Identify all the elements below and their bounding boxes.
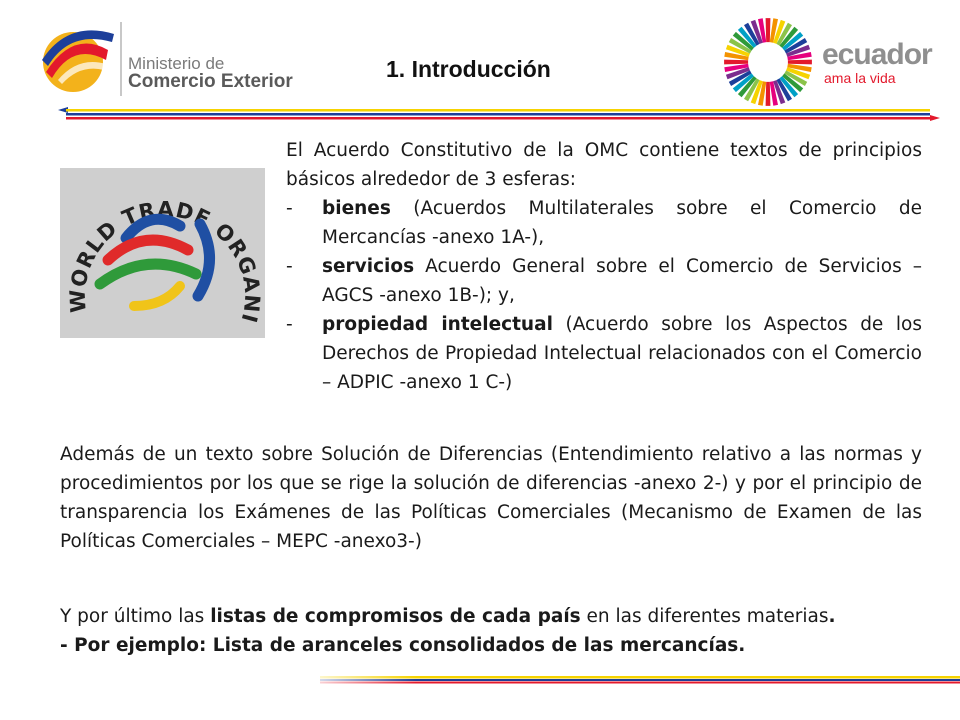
- footer-tricolor-rule: [320, 676, 960, 684]
- ministry-emblem-icon: [28, 20, 118, 100]
- bullet-dash: -: [286, 256, 293, 277]
- ministry-line-2: Comercio Exterior: [128, 71, 293, 92]
- bullet-term: bienes: [322, 198, 391, 219]
- intro-lead: El Acuerdo Constitutivo de la OMC contiene textos de principios básicos alrededor de 3 esferas:: [286, 140, 922, 190]
- sunburst-ray: [766, 82, 771, 106]
- commitments-suffix: en las diferentes materias: [580, 606, 829, 627]
- ecuador-brand: [822, 40, 932, 86]
- bullet-servicios: [286, 252, 922, 310]
- bullet-text: (Acuerdo sobre los Aspectos de los Derechos de Propiedad Intelectual relacionados con el Comercio – ADPIC -anexo 1 C-): [322, 314, 922, 393]
- commitments-period: .: [828, 606, 836, 627]
- sunburst-ray: [724, 60, 748, 65]
- example-text: - Por ejemplo: Lista de aranceles consolidados de las mercancías.: [60, 635, 746, 656]
- commitments-line: [60, 602, 940, 631]
- intro-section: [286, 136, 922, 397]
- ecuador-word: ecuador: [822, 38, 932, 71]
- wto-logo: [60, 168, 265, 338]
- paragraph-commitments: [60, 602, 940, 660]
- bullet-term: servicios: [322, 256, 415, 277]
- sunburst-ray: [788, 60, 812, 65]
- bullet-propiedad-intelectual: [286, 310, 922, 397]
- slide-title: 1. Introducción: [386, 56, 551, 82]
- ministry-name: [128, 55, 293, 91]
- wto-emblem-icon: [60, 168, 265, 338]
- bullet-dash: -: [286, 198, 293, 219]
- bullet-text: (Acuerdos Multilaterales sobre el Comercio de Mercancías -anexo 1A-),: [322, 198, 922, 248]
- sunburst-ray: [766, 18, 771, 42]
- ecuador-tagline: ama la vida: [824, 70, 896, 86]
- ministry-divider: [120, 22, 122, 96]
- wto-arc-text: WORLD TRADE ORGANI: [65, 197, 265, 326]
- bullet-bienes: [286, 194, 922, 252]
- example-line: [60, 631, 940, 660]
- bullet-term: propiedad intelectual: [322, 314, 553, 335]
- intro-bullet-list: [286, 194, 922, 397]
- bullet-dash: -: [286, 314, 293, 335]
- header-tricolor-rule: [58, 106, 940, 122]
- commitments-bold: listas de compromisos de cada país: [210, 606, 581, 627]
- ministry-line-1: Ministerio de: [128, 54, 225, 73]
- paragraph-dispute-settlement: Además de un texto sobre Solución de Diferencias (Entendimiento relativo a las normas y procedimientos por los que se rige la solución de diferencias -anexo 2-) y por el principio de transparencia los Exámenes de las Políticas Comerciales (Mecanismo de Examen de las Políticas Comerciales – MEPC -anexo3-): [60, 444, 922, 552]
- commitments-prefix: Y por último las: [60, 606, 211, 627]
- bullet-text: Acuerdo General sobre el Comercio de Servicios – AGCS -anexo 1B-); y,: [322, 256, 922, 306]
